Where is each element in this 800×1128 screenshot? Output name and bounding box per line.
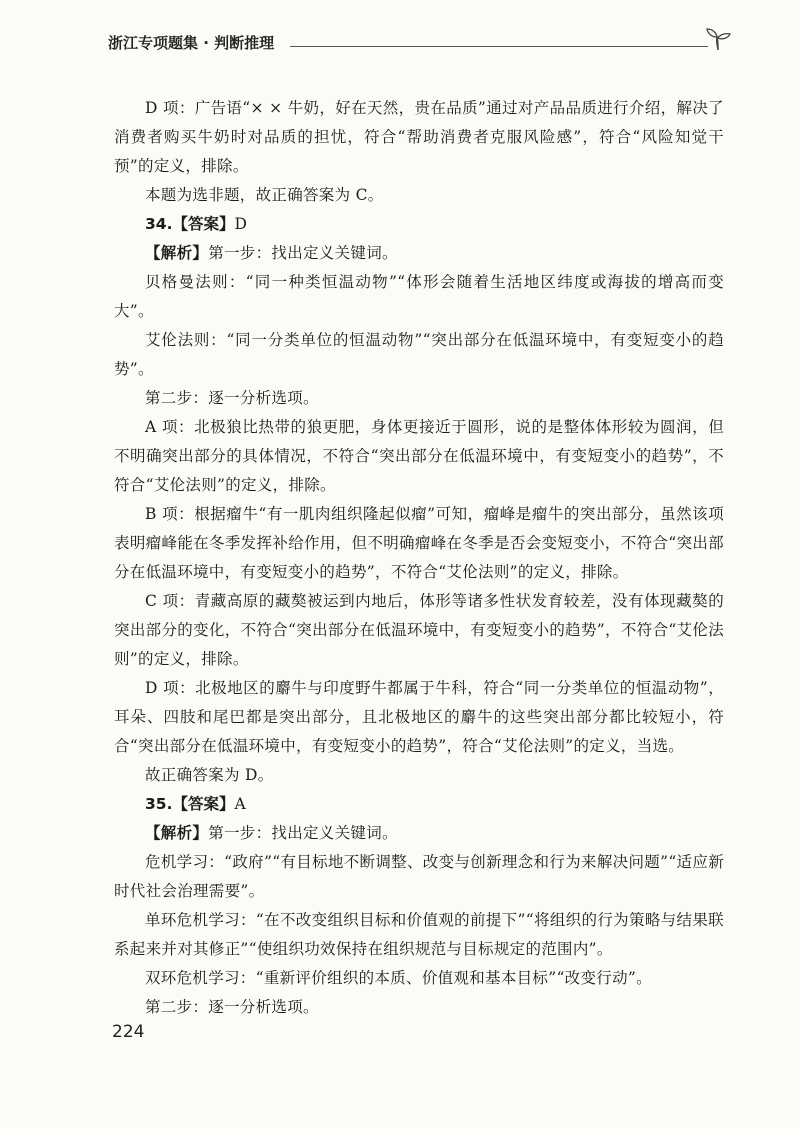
definition-crisis-learning: 危机学习：“政府”“有目标地不断调整、改变与创新理念和行为来解决问题”“适应新时代社会治理需要”。 (114, 853, 724, 900)
analysis-tag: 【解析】 (145, 244, 209, 262)
answer-summary: 本题为选非题，故正确答案为 C。 (145, 186, 384, 204)
analysis-step-2-35: 第二步：逐一分析选项。 (145, 998, 319, 1016)
definition-single-loop: 单环危机学习：“在不改变组织目标和价值观的前提下”“将组织的行为策略与结果联系起来并对其修正”“使组织功效保持在组织规范与目标规定的范围内”。 (114, 911, 724, 958)
option-b-paragraph: B 项：根据瘤牛“有一肌肉组织隆起似瘤”可知，瘤峰是瘤牛的突出部分，虽然该项表明瘤峰能在冬季发挥补给作用，但不明确瘤峰在冬季是否会变短变小，不符合“突出部分在低温环境中，有变短变小的趋势”，不符合“艾伦法则”的定义，排除。 (114, 505, 724, 581)
answer-summary-34: 故正确答案为 D。 (145, 766, 274, 784)
analysis-tag: 【解析】 (145, 824, 209, 842)
answer-value: D (234, 215, 247, 233)
answer-tag: 【答案】 (172, 215, 235, 233)
question-number: 34. (145, 215, 173, 233)
question-34-answer (114, 210, 724, 239)
page-number: 224 (112, 1022, 145, 1042)
header-title: 浙江专项题集 · 判断推理 (108, 34, 275, 52)
option-a-paragraph: A 项：北极狼比热带的狼更肥，身体更接近于圆形，说的是整体体形较为圆润，但不明确突出部分的具体情况，不符合“突出部分在低温环境中，有变短变小的趋势”，不符合“艾伦法则”的定义，排除。 (114, 418, 724, 494)
analysis-step-1 (114, 239, 724, 268)
page-body (114, 94, 724, 1022)
analysis-text: 第一步：找出定义关键词。 (208, 824, 398, 842)
analysis-step-1-35 (114, 819, 724, 848)
definition-bergmann: 贝格曼法则：“同一种类恒温动物”“体形会随着生活地区纬度或海拔的增高而变大”。 (114, 273, 724, 320)
analysis-text: 第一步：找出定义关键词。 (208, 244, 398, 262)
definition-double-loop: 双环危机学习：“重新评价组织的本质、价值观和基本目标”“改变行动”。 (145, 969, 652, 987)
answer-value: A (234, 795, 246, 813)
analysis-step-2: 第二步：逐一分析选项。 (145, 389, 319, 407)
header-rule (290, 46, 708, 47)
question-number: 35. (145, 795, 173, 813)
option-c-paragraph: C 项：青藏高原的藏獒被运到内地后，体形等诸多性状发育较差，没有体现藏獒的突出部分的变化，不符合“突出部分在低温环境中，有变短变小的趋势”，不符合“艾伦法则”的定义，排除。 (114, 592, 724, 668)
sprout-icon (704, 26, 732, 56)
answer-tag: 【答案】 (172, 795, 235, 813)
definition-allen: 艾伦法则：“同一分类单位的恒温动物”“突出部分在低温环境中，有变短变小的趋势”。 (114, 331, 724, 378)
question-35-answer (114, 790, 724, 819)
running-header (108, 26, 728, 54)
option-d-paragraph: D 项：广告语“× × 牛奶，好在天然，贵在品质”通过对产品品质进行介绍，解决了消费者购买牛奶时对品质的担忧，符合“帮助消费者克服风险感”，符合“风险知觉干预”的定义，排除。 (114, 99, 724, 175)
option-d-paragraph-34: D 项：北极地区的麝牛与印度野牛都属于牛科，符合“同一分类单位的恒温动物”，耳朵、四肢和尾巴都是突出部分，且北极地区的麝牛的这些突出部分都比较短小，符合“突出部分在低温环境中，有变短变小的趋势”，符合“艾伦法则”的定义，当选。 (114, 679, 724, 755)
